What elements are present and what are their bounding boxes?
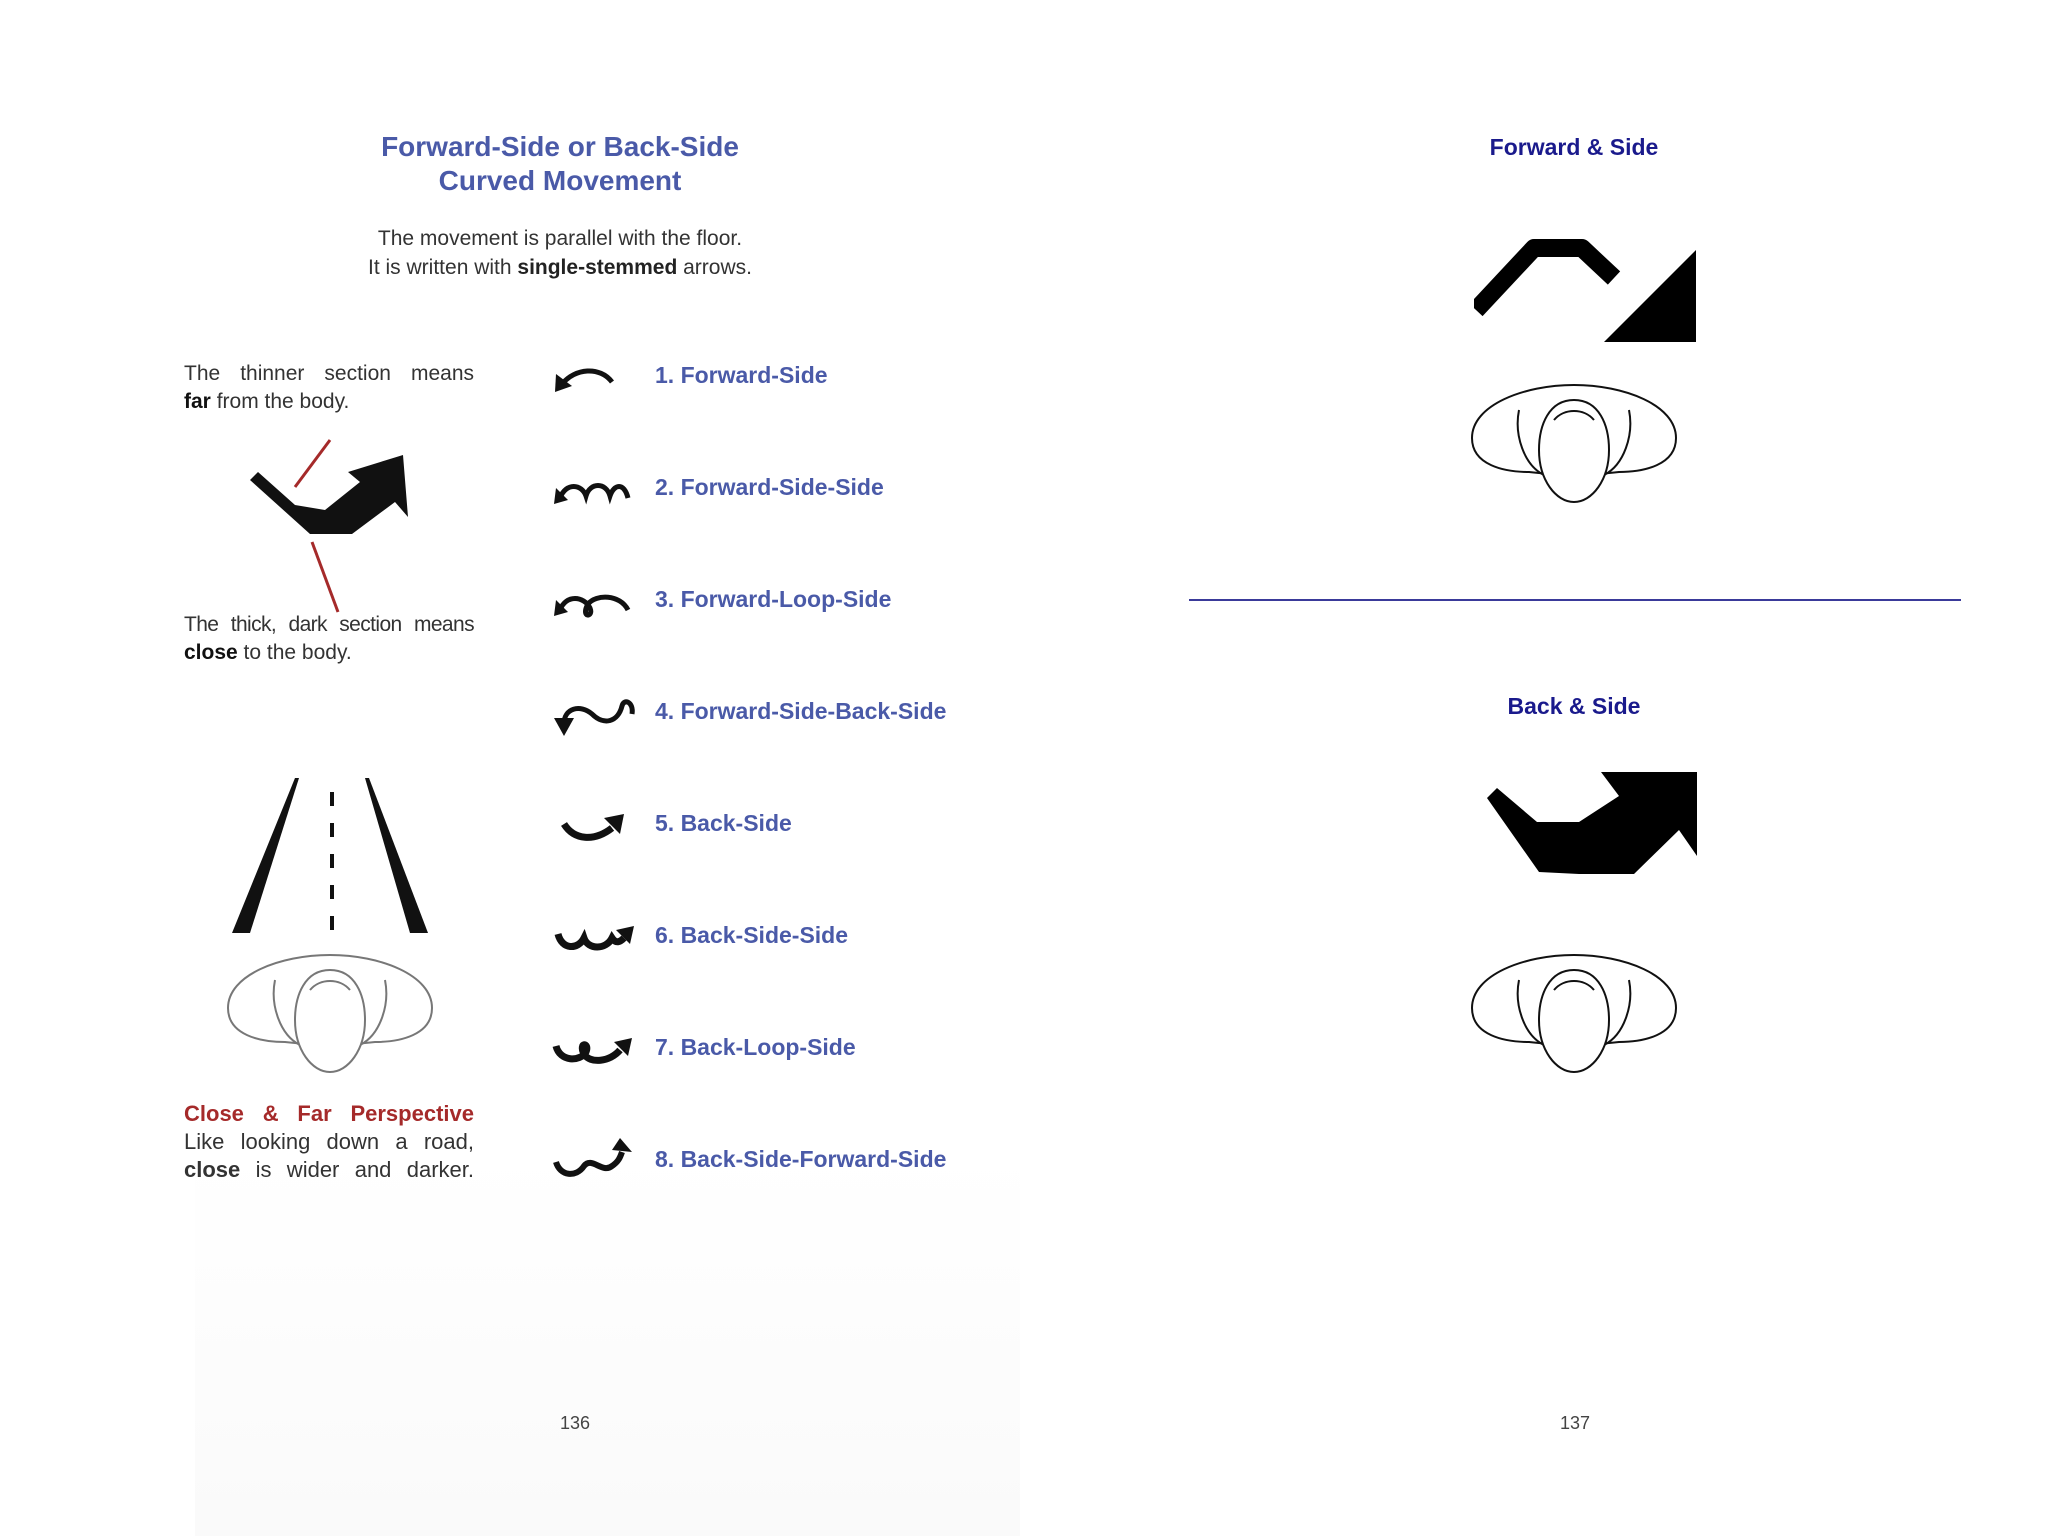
back-loop-side-arrow-icon: [550, 1020, 640, 1080]
head-outline: [1539, 970, 1609, 1072]
movement-label: 3. Forward-Loop-Side: [655, 586, 892, 612]
head-outline: [1539, 400, 1609, 502]
forward-side-back-side-arrow-icon: [550, 684, 640, 744]
perspective-line-1: Like looking down a road,: [184, 1129, 474, 1154]
movement-item: [550, 908, 1010, 968]
movement-item: [550, 460, 1010, 520]
road-right-edge: [365, 778, 428, 933]
close-note-line-2: [184, 639, 474, 667]
arrow-stroke: [562, 371, 612, 384]
far-note: [184, 360, 474, 416]
page-shading: [195, 1150, 1020, 1536]
back-side-forward-side-arrow-icon: [550, 1132, 640, 1192]
movement-label: 4. Forward-Side-Back-Side: [655, 698, 947, 724]
movement-item: [550, 572, 1010, 632]
perspective-rest: is wider and darker.: [240, 1157, 474, 1182]
close-note-line-1: The thick, dark section means: [184, 613, 474, 636]
back-side-arrow-icon: [550, 796, 640, 856]
close-note-bold: close: [184, 641, 238, 664]
far-note-rest: from the body.: [210, 390, 350, 413]
intro-line-2-bold: single-stemmed: [517, 256, 678, 279]
body-top-view-icon: [220, 950, 440, 1080]
forward-loop-side-arrow-icon: [550, 572, 640, 632]
arrow-stroke: [556, 1152, 622, 1174]
close-pointer-line: [312, 542, 338, 612]
heading-back-side: Back & Side: [1507, 693, 1641, 719]
arrow-head: [612, 1138, 632, 1152]
arrow-stroke: [560, 486, 628, 499]
intro-line-2: [300, 253, 820, 282]
perspective-caption: [184, 1100, 474, 1184]
close-note-rest: to the body.: [237, 641, 352, 664]
movement-label: 8. Back-Side-Forward-Side: [655, 1146, 947, 1172]
section-divider: [1189, 599, 1961, 601]
page-title: [300, 130, 820, 198]
close-note: [184, 611, 474, 667]
intro-text: [300, 224, 820, 282]
movement-item: [550, 1020, 1010, 1080]
arrow-stroke: [556, 1045, 620, 1061]
movement-item: [550, 348, 1010, 408]
close-far-arrow-diagram: [240, 410, 420, 620]
perspective-line-2: [184, 1156, 474, 1184]
movement-item: [550, 684, 1010, 744]
perspective-title: Close & Far Perspective: [184, 1101, 474, 1126]
arrow-thick-stroke: [1487, 772, 1697, 874]
movement-label: 2. Forward-Side-Side: [655, 474, 884, 500]
intro-line-2-end: arrows.: [677, 256, 752, 279]
back-side-large-arrow-icon: [1479, 768, 1719, 878]
back-side-side-arrow-icon: [550, 908, 640, 968]
movement-item: [550, 796, 1010, 856]
heading-forward-side: Forward & Side: [1489, 134, 1659, 160]
movement-label: 7. Back-Loop-Side: [655, 1034, 856, 1060]
road-perspective-diagram: [220, 770, 450, 940]
arrow-stroke: [564, 702, 632, 724]
movement-label: 5. Back-Side: [655, 810, 792, 836]
right-page: [1024, 0, 2048, 1536]
body-top-view-icon: [1464, 380, 1684, 510]
far-note-bold: far: [184, 390, 211, 413]
perspective-bold: close: [184, 1157, 241, 1182]
body-top-view-icon: [1464, 950, 1684, 1080]
page-number-right: 137: [1560, 1413, 1591, 1433]
head-outline: [295, 970, 365, 1072]
forward-side-arrow-icon: [550, 348, 640, 408]
road-left-edge: [232, 778, 299, 933]
arrow-stroke: [1476, 248, 1614, 310]
arrow-stroke: [558, 934, 624, 947]
title-line-2: Curved Movement: [438, 165, 682, 196]
movement-label: 6. Back-Side-Side: [655, 922, 849, 948]
forward-side-large-arrow-icon: [1474, 238, 1714, 348]
arrow-stroke: [560, 597, 628, 615]
forward-side-arrow-icon: [250, 455, 408, 534]
intro-line-2-start: It is written with: [368, 256, 518, 279]
movement-label: 1. Forward-Side: [655, 362, 828, 388]
title-line-1: Forward-Side or Back-Side: [381, 131, 739, 162]
far-pointer-line: [295, 440, 330, 487]
arrow-head: [1604, 250, 1696, 342]
movement-item: [550, 1132, 1010, 1192]
arrow-head: [554, 718, 574, 736]
page-number-left: 136: [560, 1413, 591, 1433]
forward-side-side-arrow-icon: [550, 460, 640, 520]
far-note-line-1: The thinner section means: [184, 362, 474, 385]
intro-line-1: The movement is parallel with the floor.: [377, 227, 743, 250]
arrow-stroke: [564, 824, 612, 837]
